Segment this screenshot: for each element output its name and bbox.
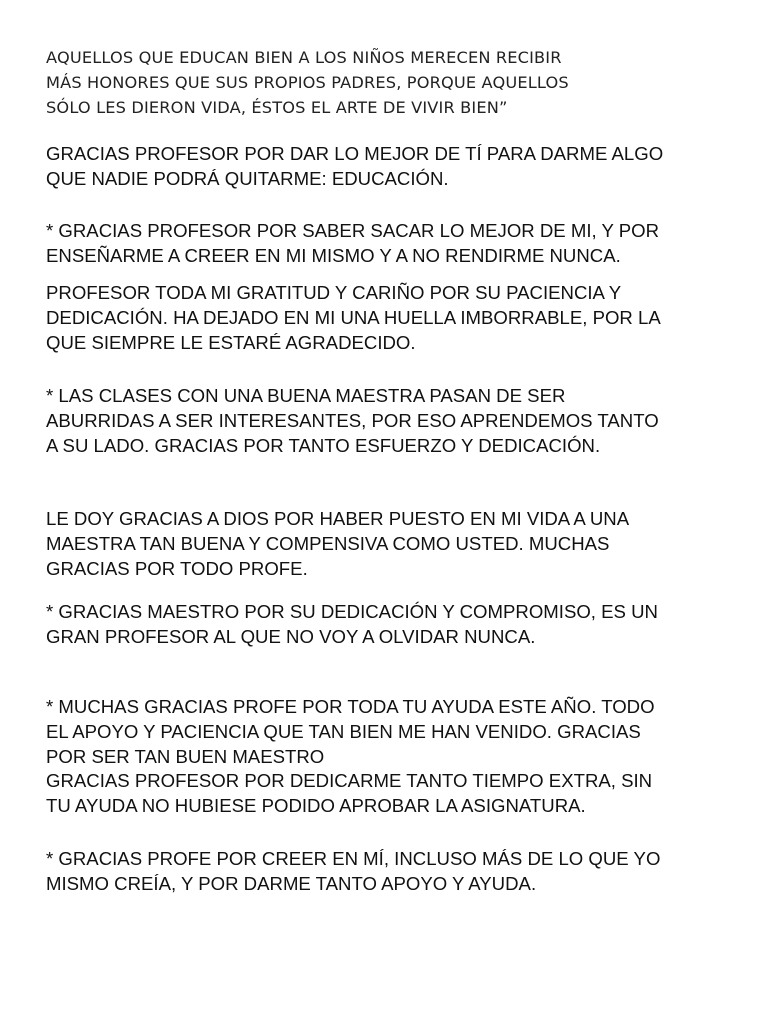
paragraph-help-this-year: * MUCHAS GRACIAS PROFE POR TODA TU AYUDA ESTE AÑO. TODO EL APOYO Y PACIENCIA QUE TAN BIEN ME HAN VENIDO. GRACIAS POR SER TAN BUEN MAESTRO — [46, 696, 655, 767]
paragraph-gratitude: PROFESOR TODA MI GRATITUD Y CARIÑO POR SU PACIENCIA Y DEDICACIÓN. HA DEJADO EN MI UNA HUELLA IMBORRABLE, POR LA QUE SIEMPRE LE ESTARÉ AGRADECIDO. — [46, 282, 661, 353]
paragraph-education: GRACIAS PROFESOR POR DAR LO MEJOR DE TÍ PARA DARME ALGO QUE NADIE PODRÁ QUITARME: EDUCACIÓN. — [46, 143, 664, 189]
paragraph-dedication: * GRACIAS MAESTRO POR SU DEDICACIÓN Y COMPROMISO, ES UN GRAN PROFESOR AL QUE NO VOY A OLVIDAR NUNCA. — [46, 601, 658, 647]
paragraph-extra-time: GRACIAS PROFESOR POR DEDICARME TANTO TIEMPO EXTRA, SIN TU AYUDA NO HUBIESE PODIDO APROBAR LA ASIGNATURA. — [46, 770, 653, 816]
paragraph-quote: AQUELLOS QUE EDUCAN BIEN A LOS NIÑOS MERECEN RECIBIR MÁS HONORES QUE SUS PROPIOS PADRES, PORQUE AQUELLOS SÓLO LES DIERON VIDA, ÉSTOS EL ARTE DE VIVIR BIEN” — [46, 48, 569, 117]
paragraph-believe-in-me: * GRACIAS PROFE POR CREER EN MÍ, INCLUSO MÁS DE LO QUE YO MISMO CREÍA, Y POR DARME TANTO APOYO Y AYUDA. — [46, 848, 661, 894]
paragraph-thanks-god: LE DOY GRACIAS A DIOS POR HABER PUESTO EN MI VIDA A UNA MAESTRA TAN BUENA Y COMPENSIVA COMO USTED. MUCHAS GRACIAS POR TODO PROFE. — [46, 508, 630, 579]
paragraph-best-of-me: * GRACIAS PROFESOR POR SABER SACAR LO MEJOR DE MI, Y POR ENSEÑARME A CREER EN MI MISMO Y A NO RENDIRME NUNCA. — [46, 220, 660, 266]
paragraph-classes: * LAS CLASES CON UNA BUENA MAESTRA PASAN DE SER ABURRIDAS A SER INTERESANTES, POR ESO APRENDEMOS TANTO A SU LADO. GRACIAS POR TANTO ESFUERZO Y DEDICACIÓN. — [46, 385, 659, 456]
